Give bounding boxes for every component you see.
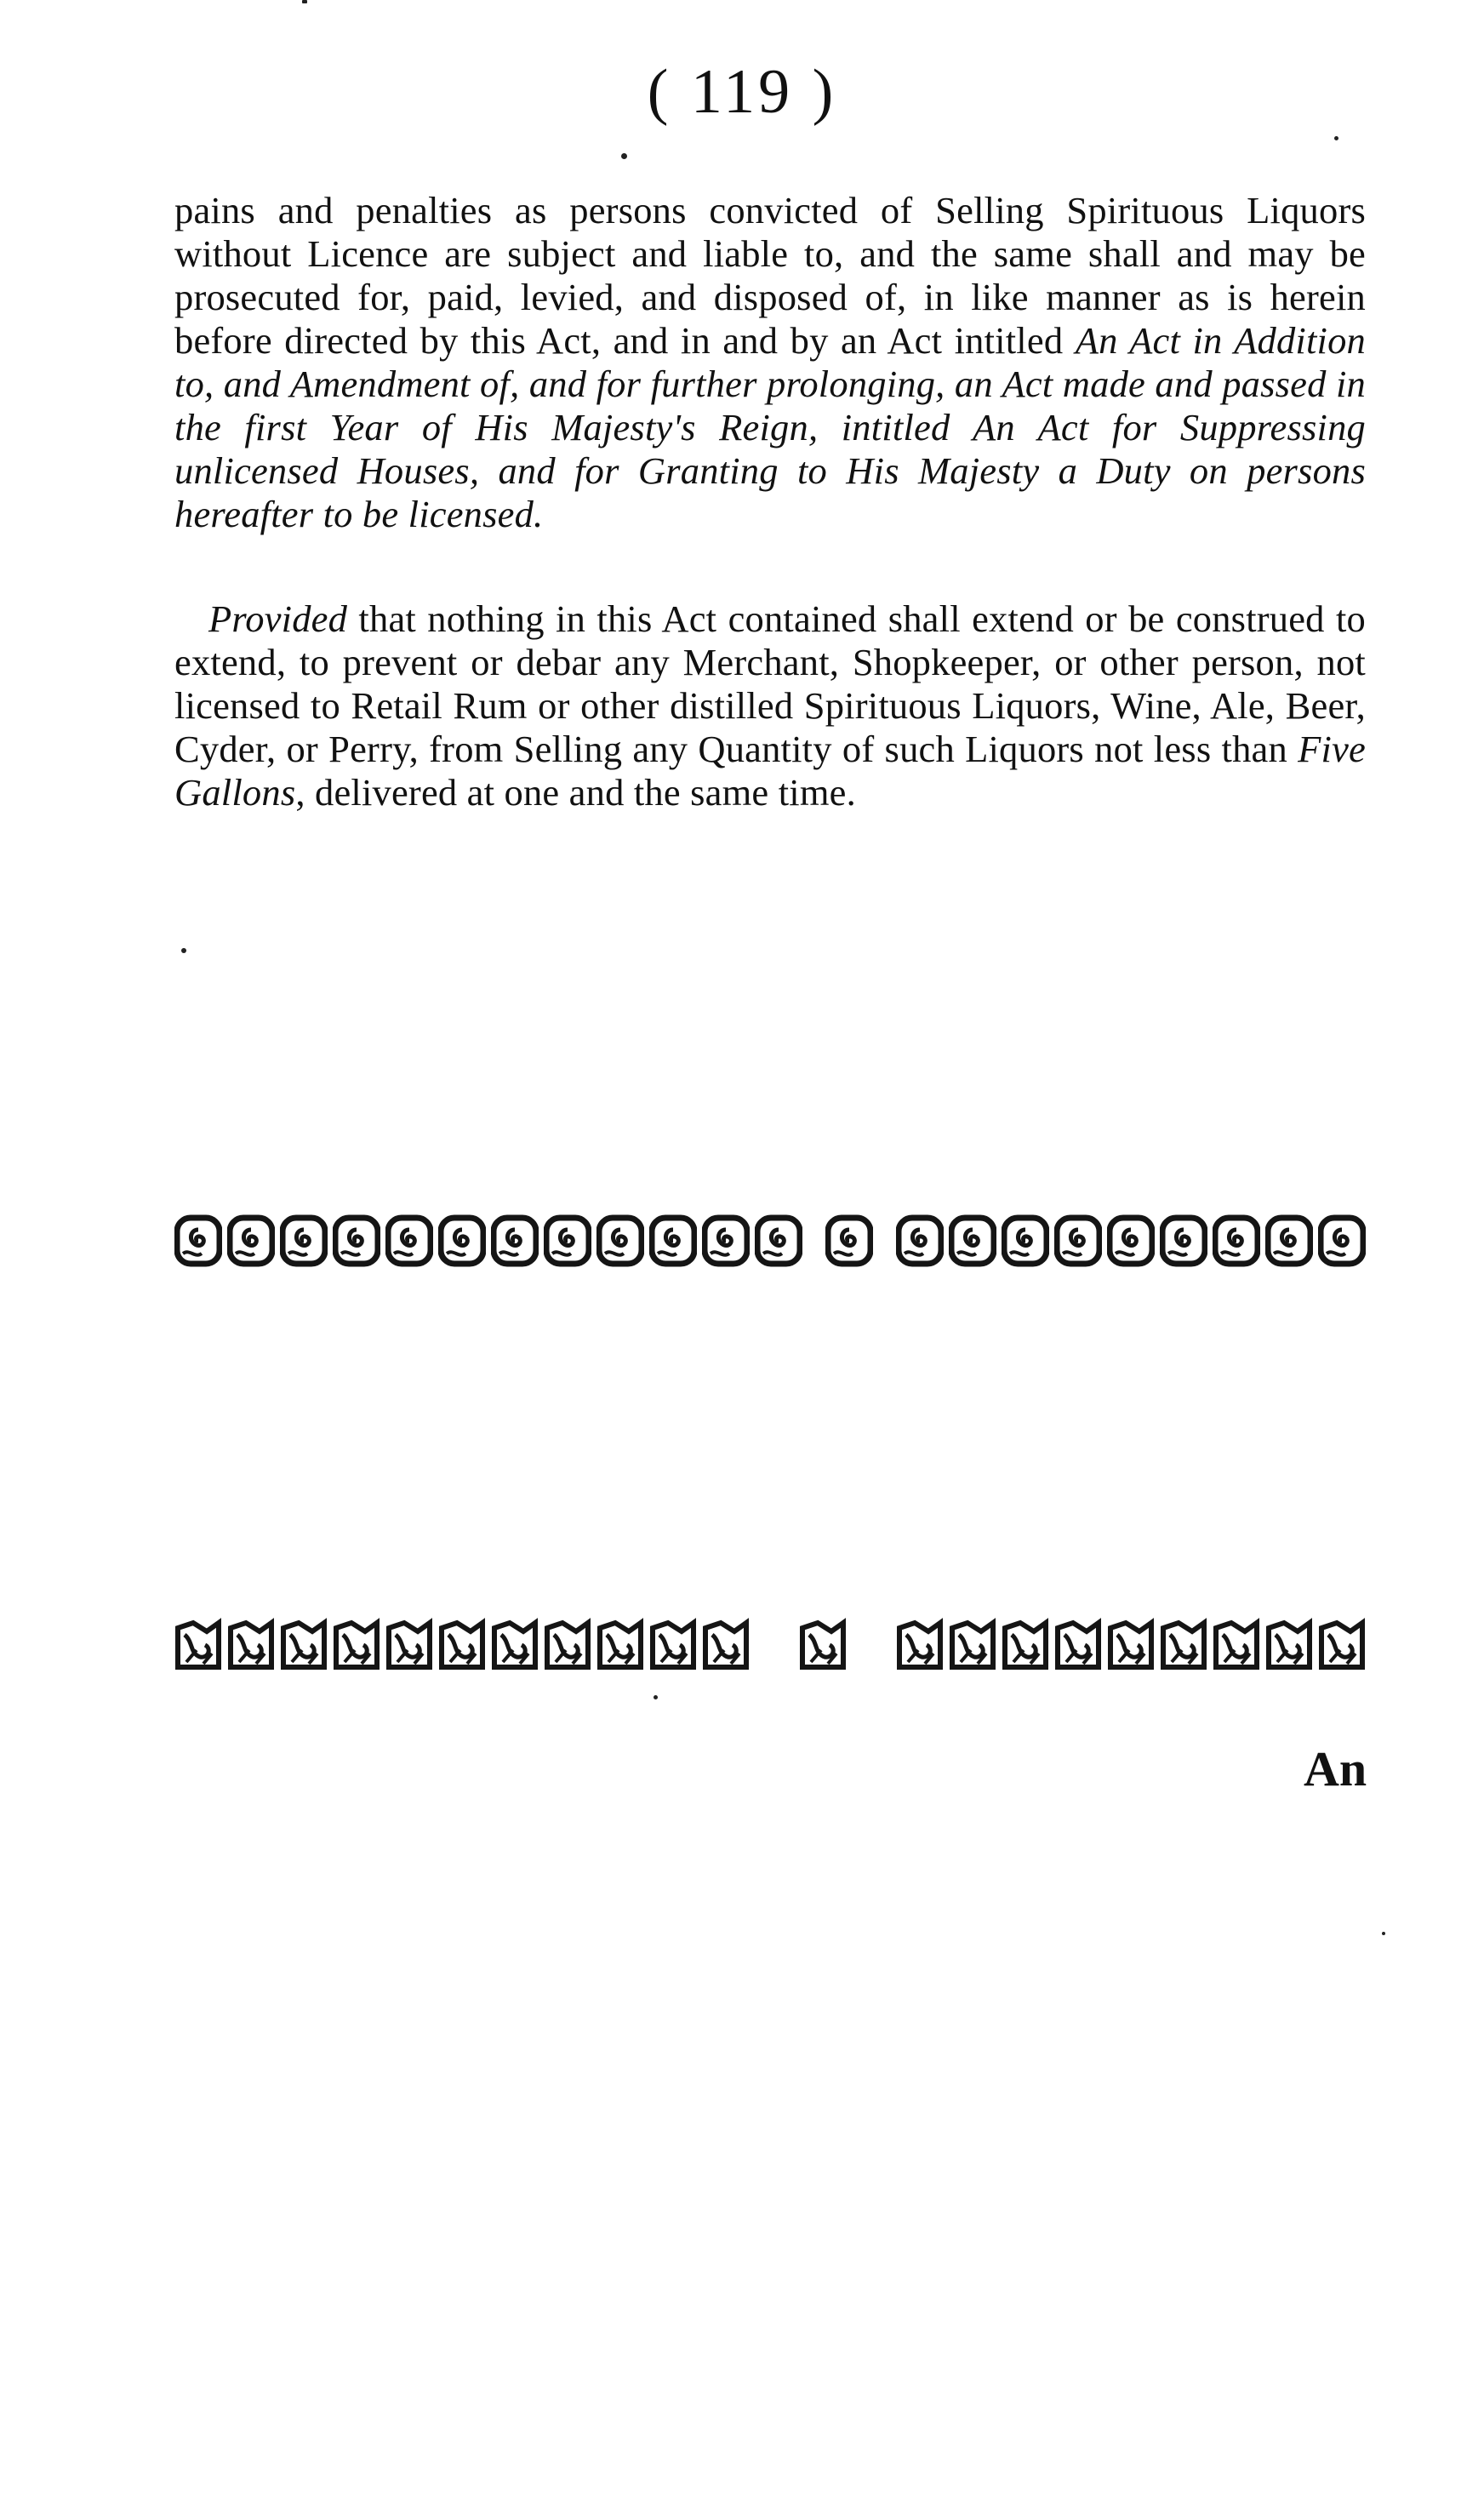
ink-speck [181, 948, 186, 953]
ink-speck [302, 0, 307, 3]
ornament-fleuron-icon [1213, 1616, 1260, 1676]
ornament-fleuron-icon [949, 1211, 996, 1271]
ornament-fleuron-icon [280, 1211, 328, 1271]
ornament-fleuron-icon [544, 1211, 591, 1271]
paragraph-2-proviso: Provided [208, 597, 348, 640]
ornament-rosette-border [174, 1202, 1366, 1280]
paragraph-1-text: pains and penalties as persons convicted of Selling Spirituous Liquors without Licence are subject and liable to, and the same shall and may be prosecuted for, paid, levied, and disposed of, in like manner as is herein before directed by this Act, and in and by an Act intitled [174, 189, 1366, 362]
ornament-fleuron-icon [1318, 1211, 1366, 1271]
paragraph-1 [174, 189, 1366, 536]
ink-speck [1334, 136, 1338, 140]
ornament-fleuron-icon [1054, 1211, 1102, 1271]
ornament-fleuron-icon [1265, 1211, 1313, 1271]
ornament-fleuron-icon [227, 1211, 275, 1271]
paragraph-1-act-title: An Act in Addition to, and Amendment of, and for further prolonging, an Act made and passed in the first Year of His Majesty's Reign, intitled An Act for Suppressing unlicensed Houses, and for Granting to His Majesty a Duty on persons hereafter to be licensed. [174, 319, 1367, 535]
paragraph-2-text-end: , delivered at one and the same time. [295, 771, 856, 814]
ornament-fleuron-icon [1160, 1616, 1207, 1676]
ornament-fleuron-icon [280, 1616, 328, 1676]
ornament-fleuron-icon [702, 1211, 750, 1271]
catchword: An [1304, 1741, 1367, 1796]
ornament-right-group [896, 1616, 1366, 1676]
ornament-fleuron-icon [1002, 1211, 1049, 1271]
ornament-fleuron-icon [1160, 1211, 1207, 1271]
ink-speck [1382, 1932, 1385, 1935]
ornament-fleuron-icon [1002, 1616, 1049, 1676]
ornament-fleuron-icon [491, 1211, 539, 1271]
ornament-fleuron-icon [1265, 1616, 1313, 1676]
ink-speck [621, 153, 627, 159]
ornament-fleuron-icon [174, 1616, 222, 1676]
ornament-left-group [174, 1211, 802, 1271]
ornament-fleuron-icon [596, 1211, 644, 1271]
ornament-right-group [896, 1211, 1366, 1271]
page-number: ( 119 ) [647, 57, 837, 127]
paragraph-2-text: that nothing in this Act contained shall extend or be construed to extend, to prevent or debar any Merchant, Shopkeeper, or other person, not licensed to Retail Rum or other distilled Spirituous Liquors, Wine, Ale, Beer, Cyder, or Perry, from Selling any Quantity of such Liquors not less than [174, 597, 1366, 770]
ornament-fleuron-icon [385, 1211, 433, 1271]
ornament-fleuron-icon [896, 1211, 944, 1271]
paragraph-2-quantity: Five Gallons [174, 728, 1366, 814]
ornament-fleuron-icon [649, 1211, 697, 1271]
ornament-fleuron-icon [491, 1616, 539, 1676]
ornament-fleuron-icon [174, 1211, 222, 1271]
ornament-fleuron-icon [438, 1616, 486, 1676]
ornament-fleuron-icon [333, 1616, 380, 1676]
ornament-fleuron-icon [333, 1211, 380, 1271]
ornament-fleuron-icon [544, 1616, 591, 1676]
ornament-fleuron-icon [702, 1616, 750, 1676]
ornament-fleuron-icon [649, 1616, 697, 1676]
ornament-fleuron-icon [1054, 1616, 1102, 1676]
ornament-fleuron-icon [825, 1211, 873, 1271]
ornament-fleuron-icon [799, 1616, 847, 1676]
ornament-fleuron-icon [227, 1616, 275, 1676]
ornament-leaf-border [174, 1607, 1366, 1685]
ink-speck [654, 1695, 658, 1699]
ornament-fleuron-icon [385, 1616, 433, 1676]
ornament-fleuron-icon [1318, 1616, 1366, 1676]
ornament-center-group [799, 1616, 847, 1676]
ornament-fleuron-icon [1213, 1211, 1260, 1271]
paragraph-2 [174, 597, 1366, 814]
ornament-fleuron-icon [896, 1616, 944, 1676]
ornament-fleuron-icon [596, 1616, 644, 1676]
ornament-fleuron-icon [438, 1211, 486, 1271]
ornament-fleuron-icon [949, 1616, 996, 1676]
ornament-center-group [825, 1211, 873, 1271]
ornament-left-group [174, 1616, 750, 1676]
ornament-fleuron-icon [1107, 1211, 1155, 1271]
ornament-fleuron-icon [755, 1211, 802, 1271]
ornament-fleuron-icon [1107, 1616, 1155, 1676]
